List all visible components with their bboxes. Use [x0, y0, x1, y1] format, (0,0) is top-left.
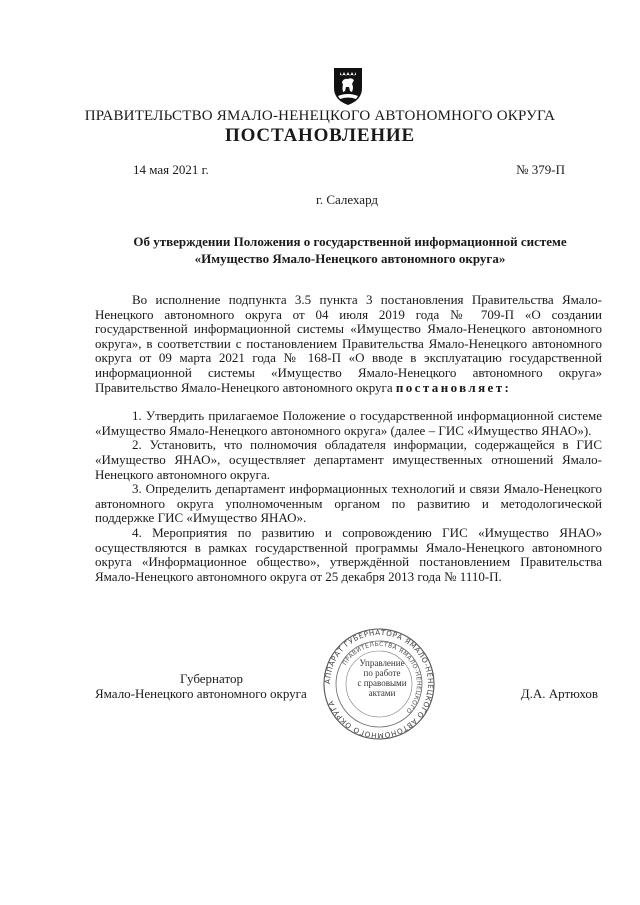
signatory-position: Губернатор: [180, 671, 243, 686]
stamp-line: с правовыми: [357, 678, 407, 688]
document-title: Об утверждении Положения о государственной информационной системе «Имущество Ямало-Ненецкого автономного округа»: [133, 234, 567, 266]
stamp-line: актами: [368, 688, 396, 698]
signatory-name: Д.А. Артюхов: [520, 686, 598, 701]
stamp-line: по работе: [363, 668, 401, 678]
yanao-coat-of-arms-icon: [330, 66, 366, 106]
government-name: ПРАВИТЕЛЬСТВО ЯМАЛО-НЕНЕЦКОГО АВТОНОМНОГО ОКРУГА: [84, 108, 556, 124]
stamp-inner-ring: ПРАВИТЕЛЬСТВА ЯМАЛО-НЕНЕЦКОГО: [341, 640, 423, 715]
item-2: 2. Установить, что полномочия обладателя информации, содержащейся в ГИС «Имущество ЯНАО», осуществляет департамент имущественных отношений Ямало-Ненецкого автономного округа.: [95, 437, 602, 482]
preamble: [95, 293, 602, 395]
stamp-center-text: [350, 658, 414, 698]
document-date: 14 мая 2021 г.: [133, 162, 209, 177]
item-1: 1. Утвердить прилагаемое Положение о государственной информационной системе «Имущество Ямало-Ненецкого автономного округа» (далее – ГИС «Имущество ЯНАО»).: [95, 408, 602, 438]
document-city: г. Салехард: [315, 192, 379, 207]
document-body: [95, 293, 602, 584]
document-number: № 379-П: [516, 162, 565, 177]
document-type: ПОСТАНОВЛЕНИЕ: [225, 125, 415, 146]
preamble-text: Во исполнение подпункта 3.5 пункта 3 постановления Правительства Ямало-Ненецкого автономного округа от 04 июля 2019 года № 709-П «О создании государственной информационной системы «Имущество Ямало-Ненецкого автономного округа», в соответствии с постановлением Правительства Ямало-Ненецкого автономного округа от 09 марта 2021 года № 168-П «О вводе в эксплуатацию государственной информационной системы «Имущество Ямало-Ненецкого автономного округа» Правительство Ямало-Ненецкого автономного округа: [95, 292, 602, 395]
stamp-outer-ring: АППАРАТ ГУБЕРНАТОРА ЯМАЛО-НЕНЕЦКОГО АВТОНОМНОГО ОКРУГА: [322, 627, 436, 741]
stamp-line: Управление: [359, 658, 405, 668]
item-3: 3. Определить департамент информационных технологий и связи Ямало-Ненецкого автономного округа уполномоченным органом по развитию и методологической поддержке ГИС «Имущество ЯНАО».: [95, 481, 602, 526]
item-4: 4. Мероприятия по развитию и сопровождению ГИС «Имущество ЯНАО» осуществляются в рамках государственной программы Ямало-Ненецкого автономного округа «Информационное общество», утверждённой постановлением Правительства Ямало-Ненецкого автономного округа от 25 декабря 2013 года № 1110-П.: [95, 524, 602, 584]
resolves-word: постановляет:: [395, 379, 512, 395]
signatory-organization: Ямало-Ненецкого автономного округа: [95, 686, 307, 701]
